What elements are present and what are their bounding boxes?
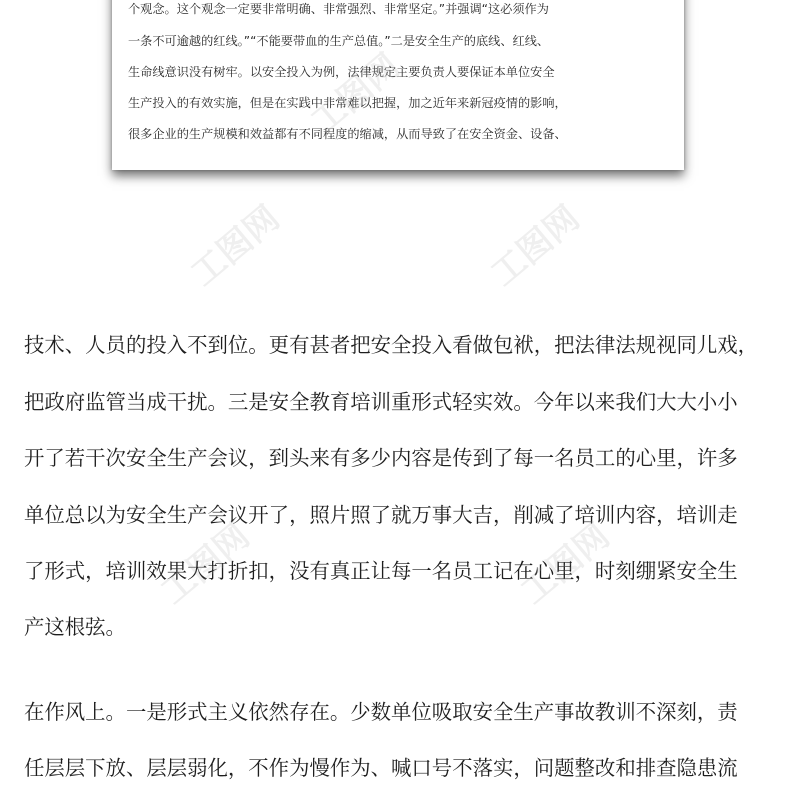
paragraph-1-line: 开了若干次安全生产会议，到头来有多少内容是传到了每一名员工的心里，许多 (24, 446, 738, 470)
paragraph-1-line: 技术、人员的投入不到位。更有甚者把安全投入看做包袱，把法律法规视同儿戏， (24, 333, 759, 357)
paragraph-2-line: 任层层下放、层层弱化，不作为慢作为、喊口号不落实，问题整改和排查隐患流 (24, 756, 738, 780)
paragraph-1-line: 产这根弦。 (24, 615, 126, 639)
watermark: 工图网 (153, 516, 258, 613)
card-line: 一条不可逾越的红线。”“不能要带血的生产总值。”二是安全生产的底线、红线、 (128, 34, 550, 48)
paragraph-1-line: 把政府监管当成干扰。三是安全教育培训重形式轻实效。今年以来我们大大小小 (24, 390, 738, 414)
paragraph-1-line: 了形式，培训效果大打折扣，没有真正让每一名员工记在心里，时刻绷紧安全生 (24, 559, 738, 583)
quote-card (112, 0, 684, 170)
watermark: 工图网 (483, 198, 588, 295)
watermark: 工图网 (183, 198, 288, 295)
paragraph-2-line: 在作风上。一是形式主义依然存在。少数单位吸取安全生产事故教训不深刻，责 (24, 700, 738, 724)
watermark: 工图网 (303, 46, 408, 143)
card-line: 很多企业的生产规模和效益都有不同程度的缩减，从而导致了在安全资金、设备、 (128, 127, 567, 141)
card-line: 生命线意识没有树牢。以安全投入为例，法律规定主要负责人要保证本单位安全 (128, 65, 555, 79)
watermark: 工图网 (513, 516, 618, 613)
card-line: 生产投入的有效实施，但是在实践中非常难以把握，加之近年来新冠疫情的影响， (128, 96, 567, 110)
card-line: 个观念。这个观念一定要非常明确、非常强烈、非常坚定。”并强调“这必须作为 (128, 2, 549, 16)
paragraph-1-line: 单位总以为安全生产会议开了，照片照了就万事大吉，削减了培训内容，培训走 (24, 503, 738, 527)
